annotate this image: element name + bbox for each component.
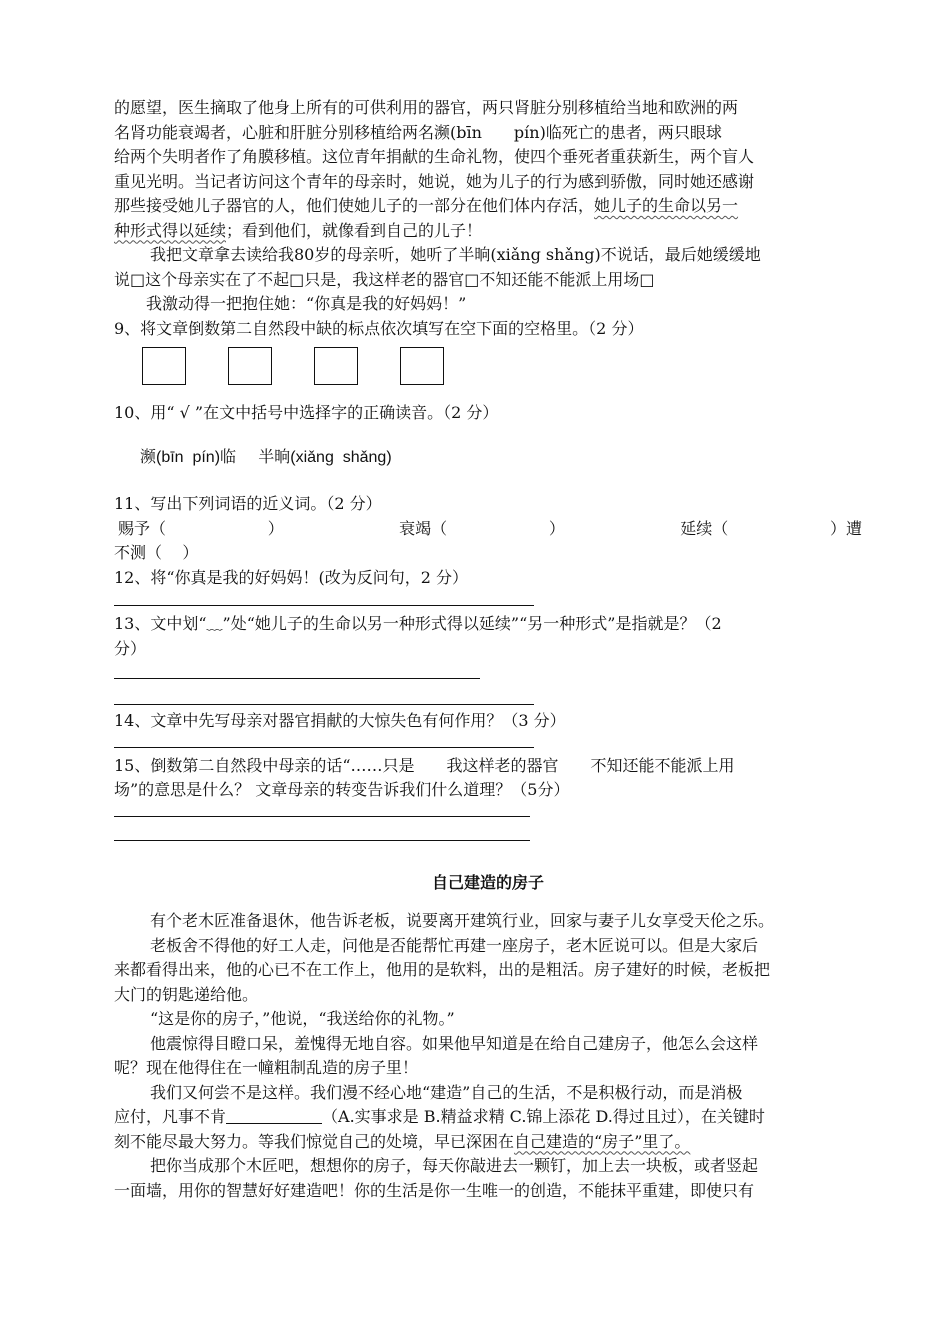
question-9: 9、将文章倒数第二自然段中缺的标点依次填写在空下面的空格里。（2 分） — [114, 318, 644, 338]
punctuation-answer-boxes — [142, 347, 862, 391]
synonym-item: 衰竭（ ） — [399, 518, 565, 538]
question-15: 15、倒数第二自然段中母亲的话“……只是 我这样老的器官 不知还能不能派上用 — [114, 755, 735, 775]
passage-line: 来都看得出来，他的心已不在工作上，他用的是软料，出的是粗活。房子建好的时候，老板把 — [114, 960, 771, 979]
worksheet-page — [114, 96, 862, 1203]
fill-in-blank[interactable] — [226, 1105, 322, 1124]
question-11: 11、写出下列词语的近义词。（2 分） — [114, 494, 382, 513]
passage-line: 的愿望，医生摘取了他身上所有的可供利用的器官，两只肾脏分别移植给当地和欧洲的两 — [114, 98, 739, 117]
passage-line: 呢？现在他得住在一幢粗制乱造的房子里！ — [114, 1058, 419, 1077]
passage-text: （A.实事求是 B.精益求精 C.锦上添花 D.得过且过），在关键时 — [322, 1107, 765, 1126]
passage-line — [114, 194, 862, 219]
question-11-words — [114, 517, 862, 542]
passage-line: 一面墙，用你的智慧好好建造吧！你的生活是你一生唯一的创造，不能抹平重建，即使只有 — [114, 1180, 755, 1200]
wavy-underlined-text: 自己建造的“房子”里了。 — [514, 1131, 691, 1151]
synonym-item: 延续（ ）遭 — [680, 518, 862, 538]
passage-line: 把你当成那个木匠吧，想想你的房子，每天你敲进去一颗钉，加上去一块板，或者竖起 — [150, 1156, 759, 1175]
passage-line: 我们又何尝不是这样。我们漫不经心地“建造”自己的生活，不是积极行动，而是消极 — [150, 1082, 743, 1102]
answer-line[interactable] — [114, 839, 530, 841]
question-14: 14、文章中先写母亲对器官捐献的大惊失色有何作用？（3 分） — [114, 711, 566, 730]
question-10: 10、用“ √ ”在文中括号中选择字的正确读音。（2 分） — [114, 403, 499, 422]
question-13: 13、文中划“﹏”处“她儿子的生命以另一种形式得以延续”“另一种形式”是指就是？（2 — [114, 614, 722, 633]
wavy-underlined-text: 她儿子的生命以另一 — [594, 196, 739, 215]
passage-line: 说□这个母亲实在了不起□只是，我这样老的器官□不知还能不能派上用场□ — [114, 269, 655, 289]
passage-line: 有个老木匠准备退休，他告诉老板，说要离开建筑行业，回家与妻子儿女享受天伦之乐。 — [150, 911, 775, 930]
synonym-item: 不测（ ） — [114, 543, 199, 562]
question-12: 12、将“你真是我的好妈妈！(改为反问句，2 分） — [114, 567, 469, 587]
passage-text: ；看到他们，就像看到自己的儿子！ — [226, 220, 483, 240]
answer-box[interactable] — [400, 347, 444, 385]
passage-line: 老板舍不得他的好工人走，问他是否能帮忙再建一座房子，老木匠说可以。但是大家后 — [150, 935, 759, 955]
answer-box[interactable] — [314, 347, 358, 385]
answer-line[interactable] — [114, 746, 534, 748]
passage-title: 自己建造的房子 — [431, 872, 544, 892]
answer-box[interactable] — [142, 347, 186, 385]
passage-text: 刻不能尽最大努力。等我们惊觉自己的处境，早已深困在 — [114, 1131, 515, 1151]
passage-line: 我激动得一把抱住她：“你真是我的好妈妈！” — [146, 294, 467, 313]
answer-line[interactable] — [114, 677, 480, 679]
passage-line: 我把文章拿去读给我80岁的母亲听，她听了半晌(xiǎng shǎng)不说话，最后她缓缓地 — [150, 245, 761, 264]
passage-line — [114, 1130, 862, 1155]
answer-line[interactable] — [114, 703, 534, 705]
passage-line: 大门的钥匙递给他。 — [114, 984, 259, 1004]
passage-line: 他震惊得目瞪口呆，羞愧得无地自容。如果他早知道是在给自己建房子，他怎么会这样 — [150, 1033, 759, 1053]
question-15-cont: 场”的意思是什么？ 文章母亲的转变告诉我们什么道理？（5分） — [114, 780, 570, 799]
passage-line — [114, 219, 862, 244]
answer-box[interactable] — [228, 347, 272, 385]
passage-line: 名肾功能衰竭者，心脏和肝脏分别移植给两名濒(bīn pín)临死亡的患者，两只眼球 — [114, 122, 722, 142]
wavy-underlined-text: 种形式得以延续 — [114, 220, 227, 240]
question-10-words: 濒(bīn pín)临 半晌(xiǎng shǎng) — [140, 448, 392, 466]
passage-text: 那些接受她儿子器官的人，他们使她儿子的一部分在他们体内存活， — [114, 196, 595, 215]
question-13-cont: 分） — [114, 638, 147, 658]
synonym-item: 赐予（ ） — [118, 518, 284, 538]
passage-line: “这是你的房子，”他说，“我送给你的礼物。” — [150, 1009, 455, 1028]
passage-line: 给两个失明者作了角膜移植。这位青年捐献的生命礼物，使四个垂死者重获新生，两个盲人 — [114, 147, 755, 166]
answer-line[interactable] — [114, 815, 530, 817]
passage-line: 重见光明。当记者访问这个青年的母亲时，她说，她为儿子的行为感到骄傲，同时她还感谢 — [114, 171, 755, 191]
answer-line[interactable] — [114, 604, 534, 606]
passage-line — [114, 1105, 862, 1130]
passage-text: 应付，凡事不肯 — [114, 1107, 227, 1126]
